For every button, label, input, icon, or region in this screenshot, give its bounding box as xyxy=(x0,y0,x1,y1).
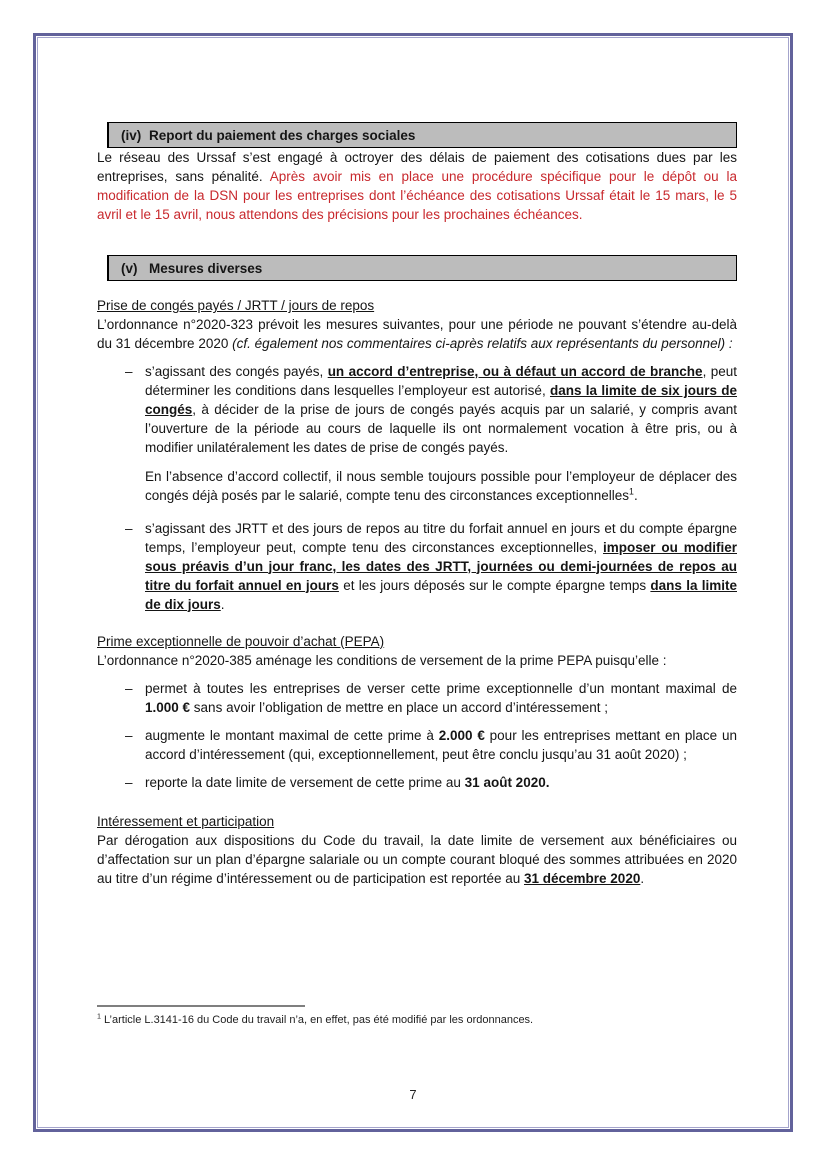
bullet-dash: – xyxy=(125,520,133,536)
page-number: 7 xyxy=(409,1087,417,1102)
section-header-v xyxy=(107,255,737,281)
bullet-item-conges-1 xyxy=(125,362,737,457)
bullet-item-pepa-3 xyxy=(125,773,737,792)
section-header-iv xyxy=(107,122,737,148)
bullet-dash: – xyxy=(125,774,133,790)
footnote-text: $^1$ L’article L.3141-16 du Code du travail n’a, en effet, pas été modifié par les ordonnances. xyxy=(97,1012,534,1026)
bullet-item-pepa-1 xyxy=(125,679,737,717)
section-title: Mesures diverses xyxy=(149,260,263,276)
paragraph-conges-note: En l’absence d’accord collectif, il nous semble toujours possible pour l’employeur de déplacer des congés déjà posés par le salarié, compte tenu des circonstances exceptionnelles$^1$. xyxy=(145,469,737,503)
bullet-item-conges-2 xyxy=(125,519,737,614)
paragraph-pepa-intro: L’ordonnance n°2020-385 aménage les conditions de versement de la prime PEPA puisqu’elle : xyxy=(97,652,667,668)
bullet-item-pepa-2 xyxy=(125,726,737,764)
document-content xyxy=(97,122,737,888)
bullet-text: s’agissant des congés payés, un accord d’entreprise, ou à défaut un accord de branche, peut déterminer les conditions dans lesquelles l’employeur est autorisé, dans la limite de six jours de congés, à décider de la prise de jours de congés payés acquis par un salarié, y compris avant l’ouverture de la période au cours de laquelle ils ont normalement vocation à être pris, ou à modifier unilatéralement les dates de prise de congés payés. xyxy=(145,364,737,455)
paragraph-interessement: Par dérogation aux dispositions du Code du travail, la date limite de versement aux bénéficiaires ou d’affectation sur un plan d’épargne salariale ou un compte courant bloqué des sommes attribuées en 2020 au titre d’un régime d’intéressement ou de participation est reportée au 31 décembre 2020. xyxy=(97,832,737,886)
paragraph-conges-intro: L’ordonnance n°2020-323 prévoit les mesures suivantes, pour une période ne pouvant s’étendre au-delà du 31 décembre 2020 (cf. également nos commentaires ci-après relatifs aux représentants du personnel) : xyxy=(97,317,737,351)
bullet-text: augmente le montant maximal de cette prime à 2.000 € pour les entreprises mettant en place un accord d’intéressement (qui, exceptionnellement, peut être conclu jusqu’au 31 août 2020) ; xyxy=(145,727,737,762)
bullet-text: s’agissant des JRTT et des jours de repos au titre du forfait annuel en jours et du compte épargne temps, l’employeur peut, compte tenu des circonstances exceptionnelles, imposer ou modifier sous préavis d’un jour franc, les dates des JRTT, journées ou demi-journées de repos au titre du forfait annuel en jours et les jours déposés sur le compte épargne temps dans la limite de dix jours. xyxy=(145,520,737,612)
footnote-separator xyxy=(97,1005,305,1007)
bullet-dash: – xyxy=(125,364,133,379)
section-number: (v) xyxy=(121,260,138,276)
subsection-heading-pepa: Prime exceptionnelle de pouvoir d’achat (PEPA) xyxy=(97,633,385,649)
bullet-dash: – xyxy=(125,727,133,743)
section-title: Report du paiement des charges sociales xyxy=(149,127,416,143)
subsection-heading-conges: Prise de congés payés / JRTT / jours de repos xyxy=(97,298,375,313)
paragraph-urssaf: Le réseau des Urssaf s’est engagé à octroyer des délais de paiement des cotisations dues par les entreprises, sans pénalité. Après avoir mis en place une procédure spécifique pour le dépôt ou la modification de la DSN pour les entreprises dont l’échéance des cotisations Urssaf était le 15 mars, le 5 avril et le 15 avril, nous attendons des précisions pour les prochaines échéances. xyxy=(97,150,737,222)
bullet-text: permet à toutes les entreprises de verser cette prime exceptionnelle d’un montant maximal de 1.000 € sans avoir l’obligation de mettre en place un accord d’intéressement ; xyxy=(145,680,737,715)
footnote-area xyxy=(97,1005,737,1039)
subsection-heading-interessement: Intéressement et participation xyxy=(97,813,275,829)
section-number: (iv) xyxy=(121,127,142,143)
bullet-dash: – xyxy=(125,680,133,696)
bullet-text: reporte la date limite de versement de cette prime au 31 août 2020. xyxy=(145,774,550,790)
